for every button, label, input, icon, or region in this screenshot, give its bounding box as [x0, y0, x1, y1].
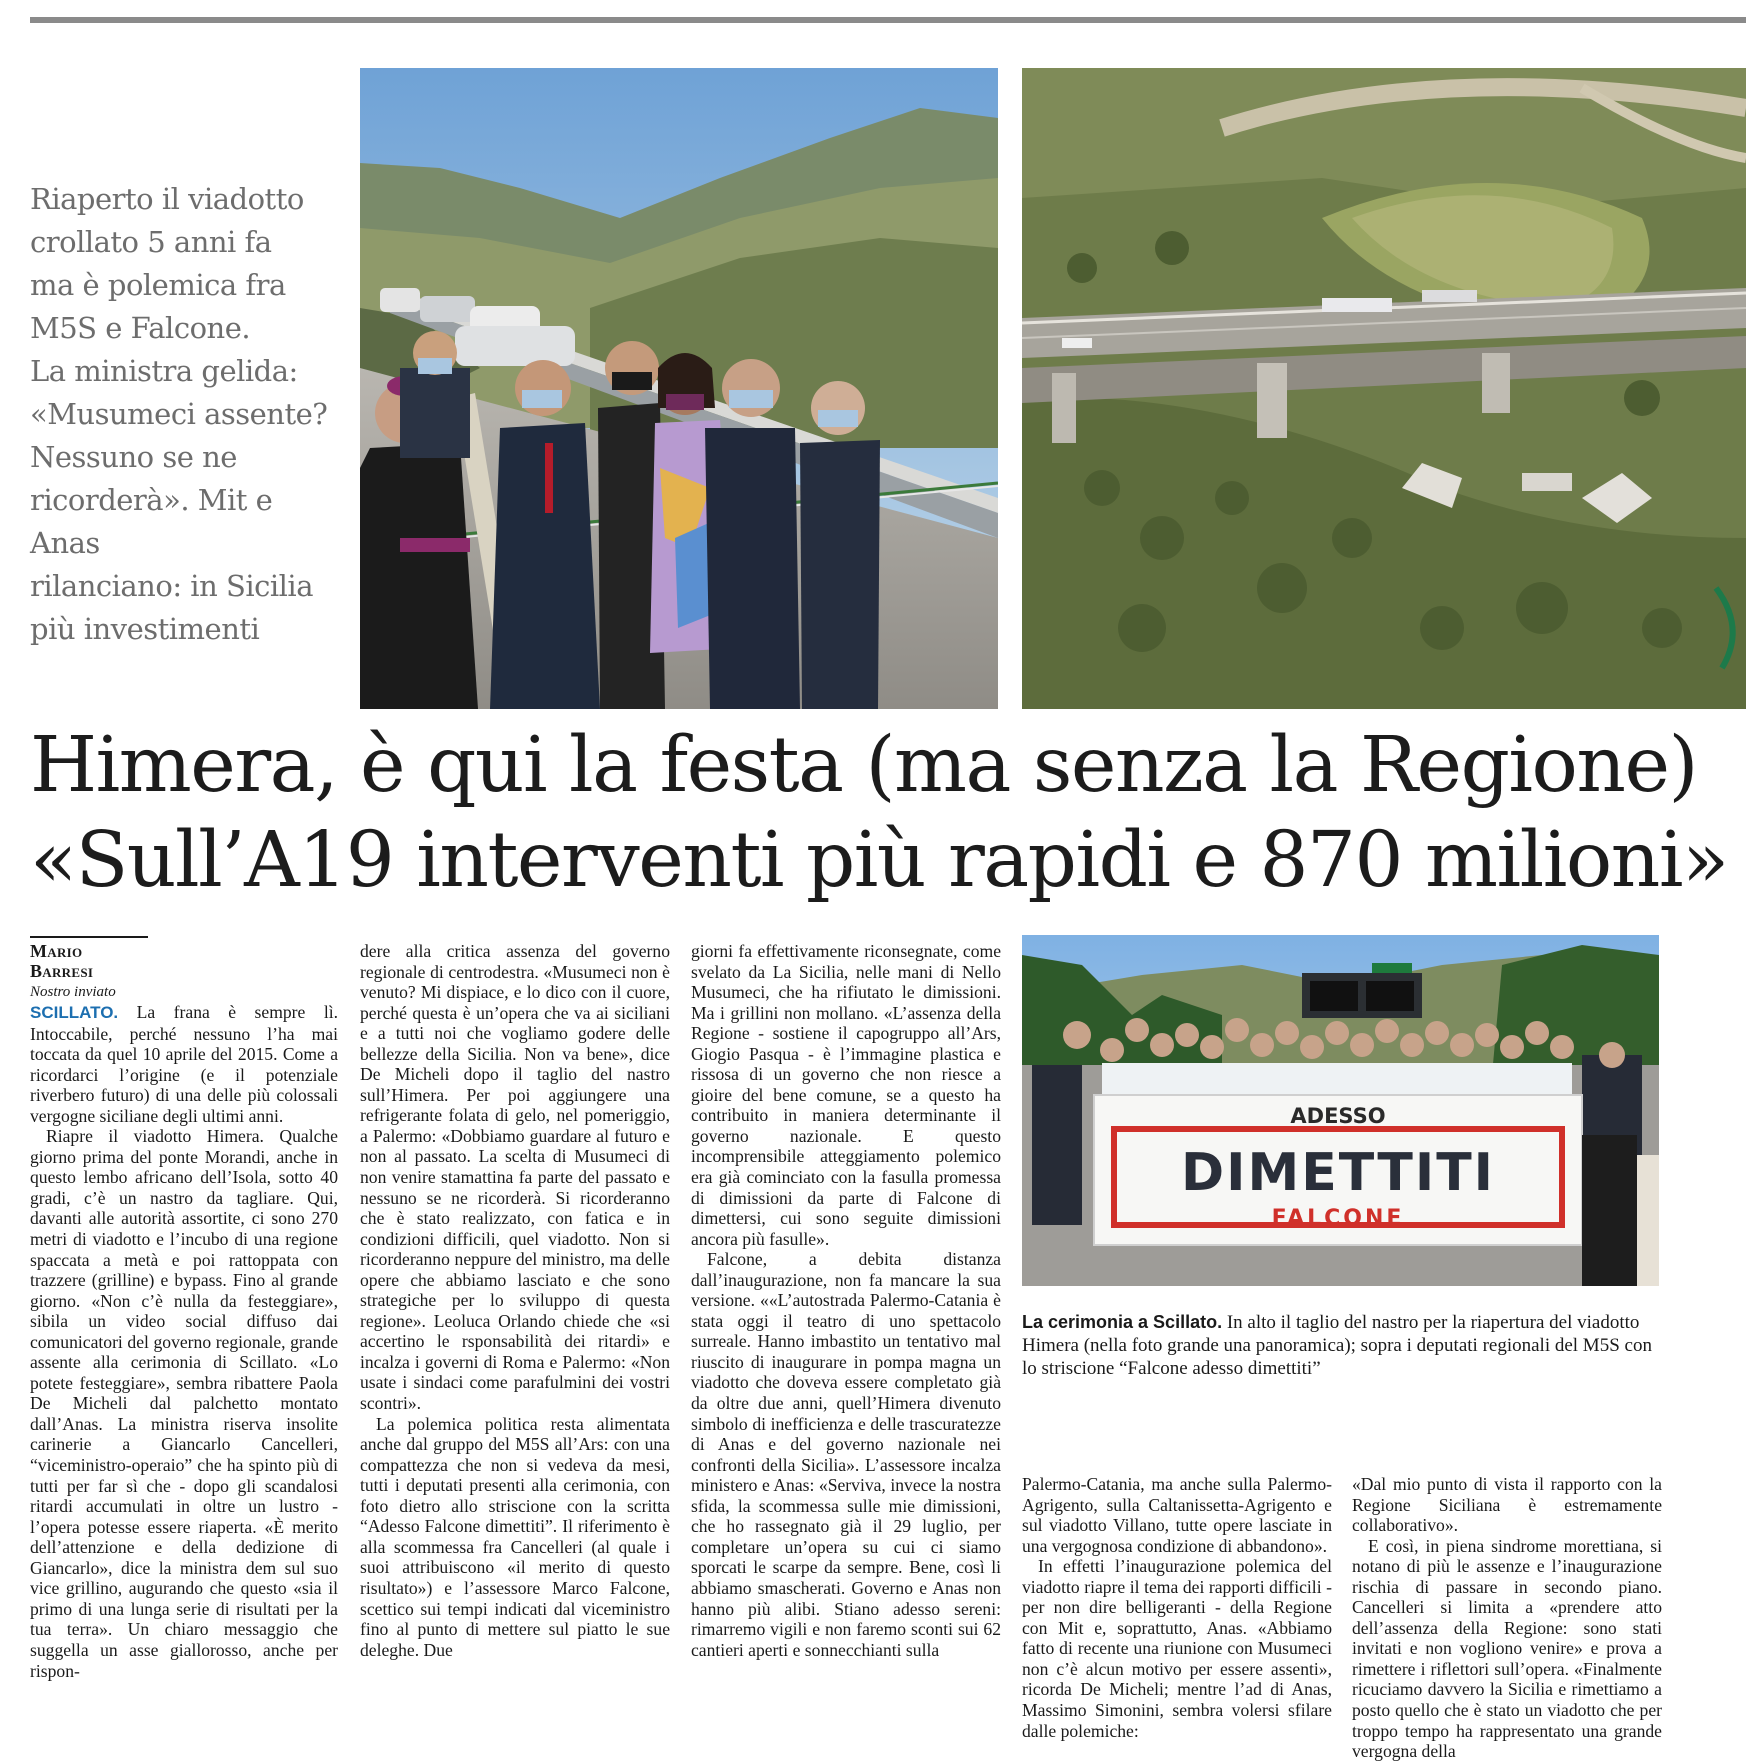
summary-line: «Musumeci assente? — [30, 397, 328, 431]
byline-block — [30, 936, 150, 1003]
article-column-4 — [1022, 1474, 1332, 1741]
banner-main-text: DIMETTITI — [1180, 1143, 1496, 1203]
article-column-2 — [360, 941, 670, 1660]
summary-line: rilanciano: in Sicilia — [30, 569, 313, 603]
byline-rule — [30, 936, 148, 938]
article-paragraph: dere alla critica assenza del governo regionale di centrodestra. «Musumeci non è venuto? Mi dispiace, e lo dico con il cuore, perché questa è un’opera che va ai siciliani e a tutti noi che vogliamo godere delle bellezze della Sicilia. Non va bene», dice De Micheli dopo il taglio del nastro sull’Himera. Per poi aggiungere una refrigerante folata di gelo, nel pomeriggio, a Palermo: «Dobbiamo guardare al futuro e non al passato. La scelta di Musumeci di non venire stamattina fa parte del passato e nessuno se ne ricorderà. Si ricorderanno che è stato realizzato, con fatica e in condizioni difficili, quel viadotto. Non si ricorderanno neppure del ministro, ma delle opere che abbiamo lasciato e che sono strategiche per lo sviluppo di questa regione». Leoluca Orlando chiede che «si accertino le rsponsabilità dei ritardi» e incalza i governi di Roma e Palermo: «Non usate i sindaci come parafulmini dei vostri scontri». — [360, 941, 670, 1414]
article-paragraph: giorni fa effettivamente riconsegnate, come svelato da La Sicilia, nelle mani di Nello Musumeci, che ha rifiutato le dimissioni. Ma i grillini non mollano. «L’assenza della Regione - sostiene il capogruppo all’Ars, Giogio Pasqua - è l’immagine plastica e rissosa di un governo che non riesce a gioire del bene comune, se a questo ha contribuito in maniera determinante il governo nazionale. E questo incomprensibile atteggiamento polemico era già cominciato con la fasulla promessa di dimissioni da parte di Falcone di dimettersi, cui sono seguite dimissioni ancora più fasulle». — [691, 941, 1001, 1249]
headline — [30, 718, 1746, 908]
banner-bottom-text: FALCONE — [1271, 1206, 1405, 1231]
article-paragraph: In effetti l’inaugurazione polemica del viadotto riapre il tema dei rapporti difficili - per non dire belligeranti - della Regione con Mit e, soprattutto, Anas. «Abbiamo fatto di recente una riunione con Musumeci non c’è alcun motivo per essere assenti», ricorda De Micheli; mentre l’ad di Anas, Massimo Simonini, sembra volersi sfilare dalle polemiche: — [1022, 1556, 1332, 1741]
photo-caption — [1022, 1311, 1659, 1380]
article-paragraph: Palermo-Catania, ma anche sulla Palermo-Agrigento, sulla Caltanissetta-Agrigento e sul viadotto Villano, tutte opere lasciate in una vergognosa condizione di abbandono». — [1022, 1474, 1332, 1556]
summary-line: ricorderà». Mit e Anas — [30, 483, 273, 560]
viaduct-aerial-photo — [1022, 68, 1746, 709]
article-column-1 — [30, 1002, 338, 1681]
article-column-5 — [1352, 1474, 1662, 1762]
summary-line: Riaperto il viadotto — [30, 182, 304, 216]
dateline: SCILLATO. — [30, 1003, 119, 1022]
top-rule — [30, 17, 1746, 23]
summary-line: ma è polemica fra — [30, 268, 286, 302]
article-column-3 — [691, 941, 1001, 1660]
article-paragraph: «Dal mio punto di vista il rapporto con la Regione Siciliana è estremamente collaborativo». — [1352, 1474, 1662, 1536]
summary-line: La ministra gelida: — [30, 354, 298, 388]
summary-line: crollato 5 anni fa — [30, 225, 272, 259]
summary-deck — [30, 178, 330, 651]
article-paragraph: Falcone, a debita distanza dall’inaugurazione, non fa mancare la sua versione. ««L’autostrada Palermo-Catania è stata oggi il teatro di uno spettacolo surreale. Hanno imbastito un tentativo mal riuscito di inaugurare in pompa magna un viadotto che doveva essere completato già da oltre due anni, quell’Himera divenuto simbolo di inefficienza e delle trascuratezze di Anas e del governo nazionale nei confronti della Sicilia». L’assessore incalza ministero e Anas: «Serviva, invece la nostra sfida, la scommessa sulle mie dimissioni, che ho rassegnato già il 29 luglio, per completare un’opera su cui ci siamo sporcati le scarpe da sempre. Bene, così li abbiamo smascherati. Governo e Anas non hanno più alibi. Stiano adesso sereni: rimarremo vigili e non faremo sconti sui 62 cantieri aperti e sonnecchianti sulla — [691, 1249, 1001, 1660]
ribbon-cutting-photo — [360, 68, 998, 709]
author-name: Mario Barresi — [30, 941, 94, 981]
article-paragraph: E così, in piena sindrome morettiana, si notano di più le assenze e l’inaugurazione rischia di passare in secondo piano. Cancelleri si limita a «prendere atto dell’assenza della Regione: sono stati invitati e non vogliono venire» e prova a rimettere i riflettori sull’opera. «Finalmente ricuciamo davvero la Sicilia e rimettiamo a posto quello che è stato un viadotto che per troppo tempo ha rappresentato una grande vergogna della — [1352, 1535, 1662, 1762]
banner-top-text: ADESSO — [1290, 1104, 1386, 1128]
summary-line: più investimenti — [30, 612, 260, 646]
summary-line: M5S e Falcone. — [30, 311, 251, 345]
caption-lead: La cerimonia a Scillato. — [1022, 1312, 1223, 1332]
paragraph-text: La frana è sempre lì. Intoccabile, perché nessuno l’ha mai toccata da quel 10 aprile del 2015. Come a ricordarci l’origine (e il potenziale riverbero futuro) di una delle più colossali vergogne siciliane degli ultimi anni. — [30, 1002, 338, 1126]
headline-line-1: Himera, è qui la festa (ma senza la Regione) — [30, 721, 1698, 810]
headline-line-2: «Sull’A19 interventi più rapidi e 870 milioni» — [30, 816, 1728, 905]
author-role: Nostro inviato — [30, 984, 116, 1000]
caption-text: In alto il taglio del nastro per la riapertura del viadotto Himera (nella foto grande una panoramica); sopra i deputati regionali del M5S con lo striscione “Falcone adesso dimettiti” — [1022, 1312, 1652, 1379]
article-paragraph — [30, 1002, 338, 1126]
article-paragraph: Riapre il viadotto Himera. Qualche giorno prima del ponte Morandi, anche in questo lembo africano dell’Isola, sotto 40 gradi, c’è un nastro da tagliare. Qui, davanti alle autorità assortite, ci sono 270 metri di viadotto e l’incubo di una regione spaccata a metà e poi rattoppata con trazzere (grilline) e bypass. Fino al grande giorno. «Non c’è nulla da festeggiare», sibila un video social diffuso dai comunicatori del governo regionale, grande assente alla cerimonia di Scillato. «Lo potete festeggiare», sembra ribattere Paola De Micheli dal palchetto montato dall’Anas. La ministra riserva insolite carinerie a Giancarlo Cancelleri, “viceministro-operaio” che ha spinto più di tutti per far sì che - dopo gli scandalosi ritardi accumulati in oltre un lustro - l’opera potesse essere riaperta. «È merito dell’attenzione e della dedizione di Giancarlo», dice la ministra dem sul suo vice grillino, augurando che questo «sia il primo di una lunga serie di risultati per la tua terra». Un chiaro messaggio che suggella un asse giallorosso, anche per rispon- — [30, 1126, 338, 1681]
article-paragraph: La polemica politica resta alimentata anche dal gruppo del M5S all’Ars: con una compattezza che non si vedeva da mesi, tutti i deputati presenti alla cerimonia, con foto dietro allo striscione con la scritta “Adesso Falcone dimettiti”. Il riferimento è alla scommessa fra Cancelleri (al quale i suoi attribuiscono «il merito di questo risultato») e l’assessore Marco Falcone, scettico sui tempi indicati dal viceministro fino al punto di mettere sul piatto le sue deleghe. Due — [360, 1413, 670, 1660]
summary-line: Nessuno se ne — [30, 440, 237, 474]
protest-banner-photo — [1022, 935, 1659, 1286]
